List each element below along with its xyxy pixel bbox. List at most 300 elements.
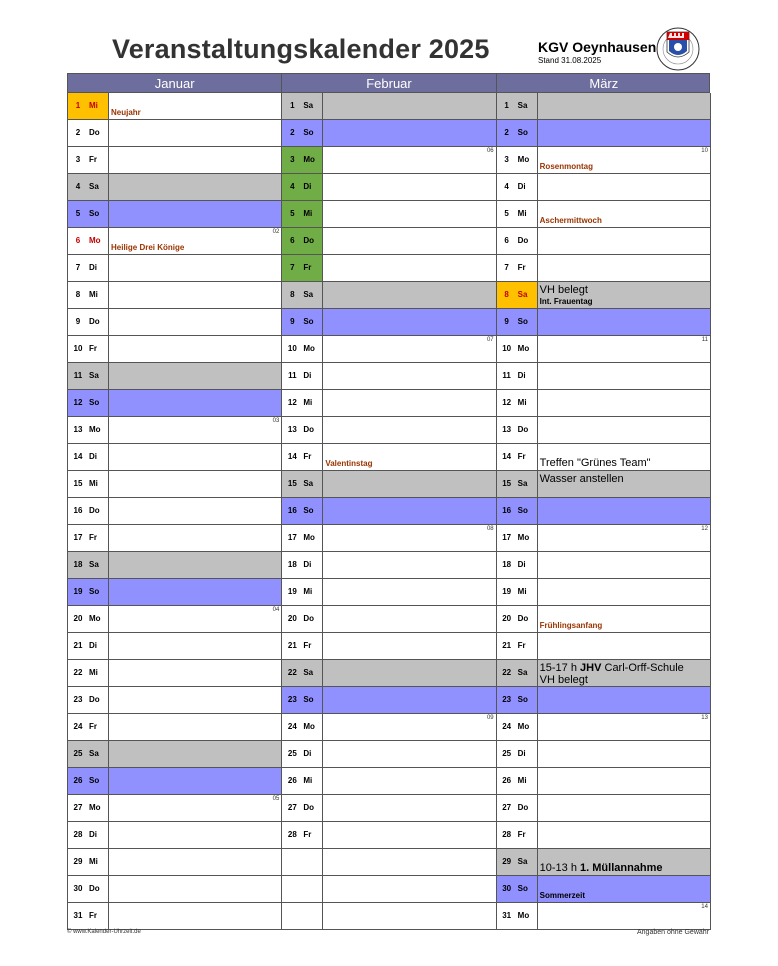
weekday: Sa xyxy=(517,471,537,497)
day-row[interactable] xyxy=(282,525,495,552)
event-cell[interactable] xyxy=(108,174,281,200)
weekday: So xyxy=(88,579,108,605)
day-row[interactable] xyxy=(282,174,495,201)
note-title: JHV xyxy=(580,662,602,674)
event-cell[interactable] xyxy=(322,525,495,551)
day-row[interactable] xyxy=(68,255,281,282)
day-row[interactable] xyxy=(282,714,495,741)
event-cell[interactable] xyxy=(108,120,281,146)
event-cell[interactable] xyxy=(537,444,710,470)
weekday: So xyxy=(88,768,108,794)
day-row[interactable] xyxy=(68,309,281,336)
day-number: 26 xyxy=(287,776,297,785)
day-number: 3 xyxy=(504,155,509,164)
weekday: Mo xyxy=(517,911,530,920)
day-row[interactable] xyxy=(68,174,281,201)
day-row[interactable] xyxy=(497,498,710,525)
day-row[interactable] xyxy=(497,147,710,174)
event-cell[interactable] xyxy=(322,687,495,713)
week-number: 13 xyxy=(701,715,708,721)
day-row[interactable] xyxy=(68,903,281,930)
weekday: Mo xyxy=(517,344,530,353)
event-cell[interactable] xyxy=(537,660,710,686)
day-row[interactable] xyxy=(497,849,710,876)
month-header-januar: Januar xyxy=(68,74,282,92)
event-cell[interactable] xyxy=(537,336,710,362)
event-cell[interactable] xyxy=(537,417,710,443)
day-number: 2 xyxy=(75,128,81,137)
weekday: Fr xyxy=(517,452,526,461)
day-row[interactable] xyxy=(68,714,281,741)
day-number: 31 xyxy=(502,911,512,920)
weekday: Mi xyxy=(302,201,322,227)
event-cell[interactable] xyxy=(322,201,495,227)
weekday: Di xyxy=(303,749,312,758)
day-row[interactable] xyxy=(282,768,495,795)
day-number: 17 xyxy=(502,533,512,542)
weekday: Do xyxy=(517,803,529,812)
event-label: Int. Frauentag xyxy=(539,297,593,306)
event-cell[interactable] xyxy=(108,849,281,875)
event-cell[interactable] xyxy=(108,822,281,848)
event-cell[interactable] xyxy=(322,660,495,686)
day-row[interactable] xyxy=(68,390,281,417)
event-label: Neujahr xyxy=(111,108,141,117)
event-cell[interactable] xyxy=(322,363,495,389)
event-cell[interactable] xyxy=(537,93,710,119)
day-row[interactable] xyxy=(68,579,281,606)
weekday: Sa xyxy=(88,174,108,200)
day-number: 3 xyxy=(282,147,302,173)
day-row[interactable] xyxy=(497,633,710,660)
day-number: 16 xyxy=(73,506,83,515)
event-cell[interactable] xyxy=(537,903,710,929)
day-row[interactable] xyxy=(68,822,281,849)
weekday: Sa xyxy=(88,552,108,578)
weekday: Do xyxy=(89,695,100,704)
day-row[interactable] xyxy=(282,498,495,525)
day-row[interactable] xyxy=(282,309,495,336)
event-cell[interactable] xyxy=(322,282,495,308)
day-row[interactable] xyxy=(497,903,710,930)
weekday: Fr xyxy=(89,155,97,164)
weekday: Di xyxy=(89,452,97,461)
day-number: 23 xyxy=(497,687,517,713)
day-row[interactable] xyxy=(68,444,281,471)
footer-disclaimer: Angaben ohne Gewähr xyxy=(637,929,709,936)
month-column xyxy=(282,93,496,930)
day-row[interactable] xyxy=(282,417,495,444)
event-cell[interactable] xyxy=(537,552,710,578)
day-number: 25 xyxy=(502,749,512,758)
day-row[interactable] xyxy=(497,282,710,309)
day-row[interactable] xyxy=(497,741,710,768)
weekday: So xyxy=(517,309,537,335)
day-row[interactable] xyxy=(68,795,281,822)
day-row[interactable] xyxy=(68,201,281,228)
day-row[interactable] xyxy=(68,471,281,498)
event-cell[interactable] xyxy=(322,444,495,470)
event-cell[interactable] xyxy=(322,174,495,200)
weekday: Do xyxy=(89,317,100,326)
day-row[interactable] xyxy=(497,309,710,336)
day-number: 8 xyxy=(75,290,81,299)
day-row[interactable] xyxy=(68,498,281,525)
day-row[interactable] xyxy=(282,876,495,903)
day-row[interactable] xyxy=(68,876,281,903)
event-cell[interactable] xyxy=(322,417,495,443)
day-number: 19 xyxy=(68,579,88,605)
weekday: Mi xyxy=(89,479,98,488)
day-row[interactable] xyxy=(68,660,281,687)
day-number: 11 xyxy=(288,371,297,380)
day-row[interactable] xyxy=(282,471,495,498)
club-logo-icon xyxy=(656,26,700,72)
event-cell[interactable] xyxy=(537,390,710,416)
event-cell[interactable] xyxy=(322,579,495,605)
day-number: 21 xyxy=(287,641,297,650)
day-row[interactable] xyxy=(68,417,281,444)
event-cell[interactable] xyxy=(108,228,281,254)
weekday: Mi xyxy=(517,209,527,218)
day-row[interactable] xyxy=(282,903,495,930)
weekday: Fr xyxy=(517,641,526,650)
event-cell[interactable] xyxy=(537,201,710,227)
event-cell[interactable] xyxy=(108,471,281,497)
event-cell[interactable] xyxy=(322,552,495,578)
event-cell[interactable] xyxy=(537,822,710,848)
weekday: Do xyxy=(89,506,100,515)
weekday: Di xyxy=(517,371,526,380)
day-number: 19 xyxy=(502,587,512,596)
event-cell[interactable] xyxy=(322,228,495,254)
day-row[interactable] xyxy=(68,120,281,147)
event-cell[interactable] xyxy=(322,471,495,497)
event-cell[interactable] xyxy=(108,93,281,119)
day-row[interactable] xyxy=(68,93,281,120)
day-number: 17 xyxy=(287,533,297,542)
event-cell[interactable] xyxy=(537,849,710,875)
event-cell[interactable] xyxy=(322,903,495,929)
event-cell[interactable] xyxy=(108,795,281,821)
day-row[interactable] xyxy=(282,849,495,876)
day-row[interactable] xyxy=(282,660,495,687)
event-cell[interactable] xyxy=(537,120,710,146)
event-cell[interactable] xyxy=(322,633,495,659)
event-cell[interactable] xyxy=(537,282,710,308)
weekday: Fr xyxy=(303,452,312,461)
day-row[interactable] xyxy=(497,876,710,903)
day-number: 16 xyxy=(497,498,517,524)
weekday: Fr xyxy=(517,830,526,839)
note-extra: VH belegt xyxy=(539,674,588,686)
week-number: 07 xyxy=(486,337,494,343)
event-cell[interactable] xyxy=(322,498,495,524)
day-row[interactable] xyxy=(497,471,710,498)
day-row[interactable] xyxy=(282,795,495,822)
weekday: Di xyxy=(89,830,97,839)
event-cell[interactable] xyxy=(537,147,710,173)
day-row[interactable] xyxy=(282,579,495,606)
weekday: Di xyxy=(89,263,97,272)
day-row[interactable] xyxy=(497,93,710,120)
weekday: Mi xyxy=(517,398,527,407)
day-number: 27 xyxy=(287,803,297,812)
day-row[interactable] xyxy=(282,120,495,147)
event-cell[interactable] xyxy=(537,687,710,713)
month-header-februar: Februar xyxy=(282,74,496,92)
day-row[interactable] xyxy=(68,849,281,876)
weekday: Sa xyxy=(302,471,322,497)
day-row[interactable] xyxy=(497,687,710,714)
event-cell[interactable] xyxy=(537,498,710,524)
weekday: So xyxy=(517,876,537,902)
day-row[interactable] xyxy=(497,768,710,795)
event-cell[interactable] xyxy=(108,336,281,362)
event-cell[interactable] xyxy=(537,633,710,659)
day-row[interactable] xyxy=(497,606,710,633)
day-row[interactable] xyxy=(497,660,710,687)
day-number: 31 xyxy=(73,911,83,920)
day-number: 6 xyxy=(282,228,302,254)
day-row[interactable] xyxy=(497,444,710,471)
event-cell[interactable] xyxy=(108,498,281,524)
event-cell[interactable] xyxy=(108,768,281,794)
day-number: 28 xyxy=(502,830,512,839)
day-row[interactable] xyxy=(68,282,281,309)
event-cell[interactable] xyxy=(537,309,710,335)
day-row[interactable] xyxy=(282,201,495,228)
event-cell[interactable] xyxy=(108,606,281,632)
day-number: 11 xyxy=(502,371,511,380)
event-note: VH belegt xyxy=(539,284,588,296)
event-cell[interactable] xyxy=(108,552,281,578)
day-number: 1 xyxy=(497,93,517,119)
day-row[interactable] xyxy=(282,390,495,417)
event-cell[interactable] xyxy=(322,876,495,902)
weekday: So xyxy=(88,390,108,416)
event-cell[interactable] xyxy=(537,714,710,740)
day-row[interactable] xyxy=(68,741,281,768)
day-row[interactable] xyxy=(497,390,710,417)
event-cell[interactable] xyxy=(322,309,495,335)
event-cell[interactable] xyxy=(108,309,281,335)
day-row[interactable] xyxy=(497,336,710,363)
day-row[interactable] xyxy=(497,255,710,282)
event-cell[interactable] xyxy=(108,282,281,308)
day-row[interactable] xyxy=(282,444,495,471)
day-row[interactable] xyxy=(68,147,281,174)
day-row[interactable] xyxy=(497,228,710,255)
event-cell[interactable] xyxy=(537,795,710,821)
day-row[interactable] xyxy=(497,363,710,390)
weekday: Mo xyxy=(89,614,101,623)
day-row[interactable] xyxy=(68,606,281,633)
weekday: So xyxy=(517,120,537,146)
day-row[interactable] xyxy=(282,633,495,660)
day-number: 24 xyxy=(73,722,83,731)
event-cell[interactable] xyxy=(537,741,710,767)
day-number xyxy=(282,849,302,875)
day-row[interactable] xyxy=(68,687,281,714)
week-number: 08 xyxy=(486,526,494,532)
day-row[interactable] xyxy=(68,363,281,390)
day-number: 7 xyxy=(282,255,302,281)
event-cell[interactable] xyxy=(108,741,281,767)
event-cell[interactable] xyxy=(108,417,281,443)
day-row[interactable] xyxy=(497,714,710,741)
day-row[interactable] xyxy=(497,417,710,444)
day-row[interactable] xyxy=(282,93,495,120)
weekday: Do xyxy=(89,128,100,137)
event-cell[interactable] xyxy=(537,606,710,632)
day-number: 18 xyxy=(502,560,512,569)
event-cell[interactable] xyxy=(108,525,281,551)
event-cell[interactable] xyxy=(537,876,710,902)
day-row[interactable] xyxy=(282,255,495,282)
weekday: Fr xyxy=(517,263,526,272)
day-number: 6 xyxy=(504,236,509,245)
page-title: Veranstaltungskalender 2025 xyxy=(112,34,490,64)
day-number: 7 xyxy=(75,263,81,272)
day-row[interactable] xyxy=(68,525,281,552)
day-row[interactable] xyxy=(282,606,495,633)
day-row[interactable] xyxy=(68,336,281,363)
day-row[interactable] xyxy=(282,363,495,390)
day-row[interactable] xyxy=(497,552,710,579)
week-number: 02 xyxy=(272,229,280,235)
weekday: Mo xyxy=(89,236,101,245)
event-cell[interactable] xyxy=(537,768,710,794)
weekday: Do xyxy=(517,425,529,434)
weekday: Mo xyxy=(517,533,530,542)
day-number: 24 xyxy=(287,722,297,731)
day-row[interactable] xyxy=(282,336,495,363)
event-label: Sommerzeit xyxy=(539,891,586,900)
event-cell[interactable] xyxy=(108,633,281,659)
event-cell[interactable] xyxy=(108,363,281,389)
day-row[interactable] xyxy=(282,822,495,849)
weekday xyxy=(302,876,322,902)
day-number: 8 xyxy=(497,282,517,308)
event-cell[interactable] xyxy=(108,714,281,740)
event-cell[interactable] xyxy=(537,228,710,254)
event-cell[interactable] xyxy=(108,687,281,713)
day-row[interactable] xyxy=(68,228,281,255)
day-number: 15 xyxy=(282,471,302,497)
event-cell[interactable] xyxy=(537,471,710,497)
month-column xyxy=(497,93,711,930)
week-number: 12 xyxy=(701,526,708,532)
event-cell[interactable] xyxy=(322,795,495,821)
event-cell[interactable] xyxy=(108,390,281,416)
day-row[interactable] xyxy=(282,147,495,174)
day-row[interactable] xyxy=(497,201,710,228)
note-title: 1. Müllannahme xyxy=(580,862,663,874)
weekday: Di xyxy=(302,174,322,200)
event-cell[interactable] xyxy=(322,255,495,281)
event-cell[interactable] xyxy=(322,93,495,119)
day-number: 22 xyxy=(282,660,302,686)
day-row[interactable] xyxy=(497,822,710,849)
weekday: Do xyxy=(302,228,322,254)
event-cell[interactable] xyxy=(322,768,495,794)
event-cell[interactable] xyxy=(537,525,710,551)
day-row[interactable] xyxy=(497,525,710,552)
weekday: Do xyxy=(89,884,100,893)
event-cell[interactable] xyxy=(108,579,281,605)
day-row[interactable] xyxy=(68,768,281,795)
weekday xyxy=(302,903,322,929)
day-row[interactable] xyxy=(497,579,710,606)
weekday: Mi xyxy=(517,776,527,785)
weekday: Sa xyxy=(302,93,322,119)
event-cell[interactable] xyxy=(322,120,495,146)
day-row[interactable] xyxy=(68,633,281,660)
event-cell[interactable] xyxy=(108,444,281,470)
day-number: 30 xyxy=(73,884,83,893)
day-number: 10 xyxy=(287,344,297,353)
weekday: Mi xyxy=(88,93,108,119)
weekday: Mi xyxy=(89,668,98,677)
day-number: 2 xyxy=(282,120,302,146)
weekday: Do xyxy=(303,425,314,434)
event-cell[interactable] xyxy=(108,147,281,173)
weekday: Do xyxy=(303,803,314,812)
event-cell[interactable] xyxy=(322,336,495,362)
event-cell[interactable] xyxy=(322,606,495,632)
event-cell[interactable] xyxy=(322,741,495,767)
day-number: 29 xyxy=(73,857,83,866)
event-cell[interactable] xyxy=(537,579,710,605)
event-cell[interactable] xyxy=(322,849,495,875)
day-row[interactable] xyxy=(282,552,495,579)
event-cell[interactable] xyxy=(537,363,710,389)
day-row[interactable] xyxy=(282,687,495,714)
day-number: 12 xyxy=(287,398,297,407)
day-row[interactable] xyxy=(497,120,710,147)
day-row[interactable] xyxy=(497,795,710,822)
event-cell[interactable] xyxy=(537,255,710,281)
day-row[interactable] xyxy=(282,282,495,309)
day-row[interactable] xyxy=(497,174,710,201)
weekday: Mo xyxy=(517,722,530,731)
day-number: 30 xyxy=(497,876,517,902)
month-header-maerz: März xyxy=(589,76,619,91)
event-cell[interactable] xyxy=(537,174,710,200)
event-cell[interactable] xyxy=(322,147,495,173)
event-cell[interactable] xyxy=(108,255,281,281)
day-number: 27 xyxy=(73,803,83,812)
day-number: 13 xyxy=(73,425,83,434)
footer-copyright: © www.Kalender-Uhrzeit.de xyxy=(67,929,141,935)
event-cell[interactable] xyxy=(108,201,281,227)
day-number: 18 xyxy=(68,552,88,578)
event-cell[interactable] xyxy=(322,714,495,740)
day-row[interactable] xyxy=(68,552,281,579)
event-cell[interactable] xyxy=(322,822,495,848)
day-row[interactable] xyxy=(282,741,495,768)
weekday: So xyxy=(517,498,537,524)
day-number: 29 xyxy=(497,849,517,875)
event-cell[interactable] xyxy=(108,903,281,929)
event-cell[interactable] xyxy=(108,660,281,686)
event-cell[interactable] xyxy=(322,390,495,416)
day-row[interactable] xyxy=(282,228,495,255)
week-number: 04 xyxy=(272,607,280,613)
event-cell[interactable] xyxy=(108,876,281,902)
weekday: Sa xyxy=(302,282,322,308)
